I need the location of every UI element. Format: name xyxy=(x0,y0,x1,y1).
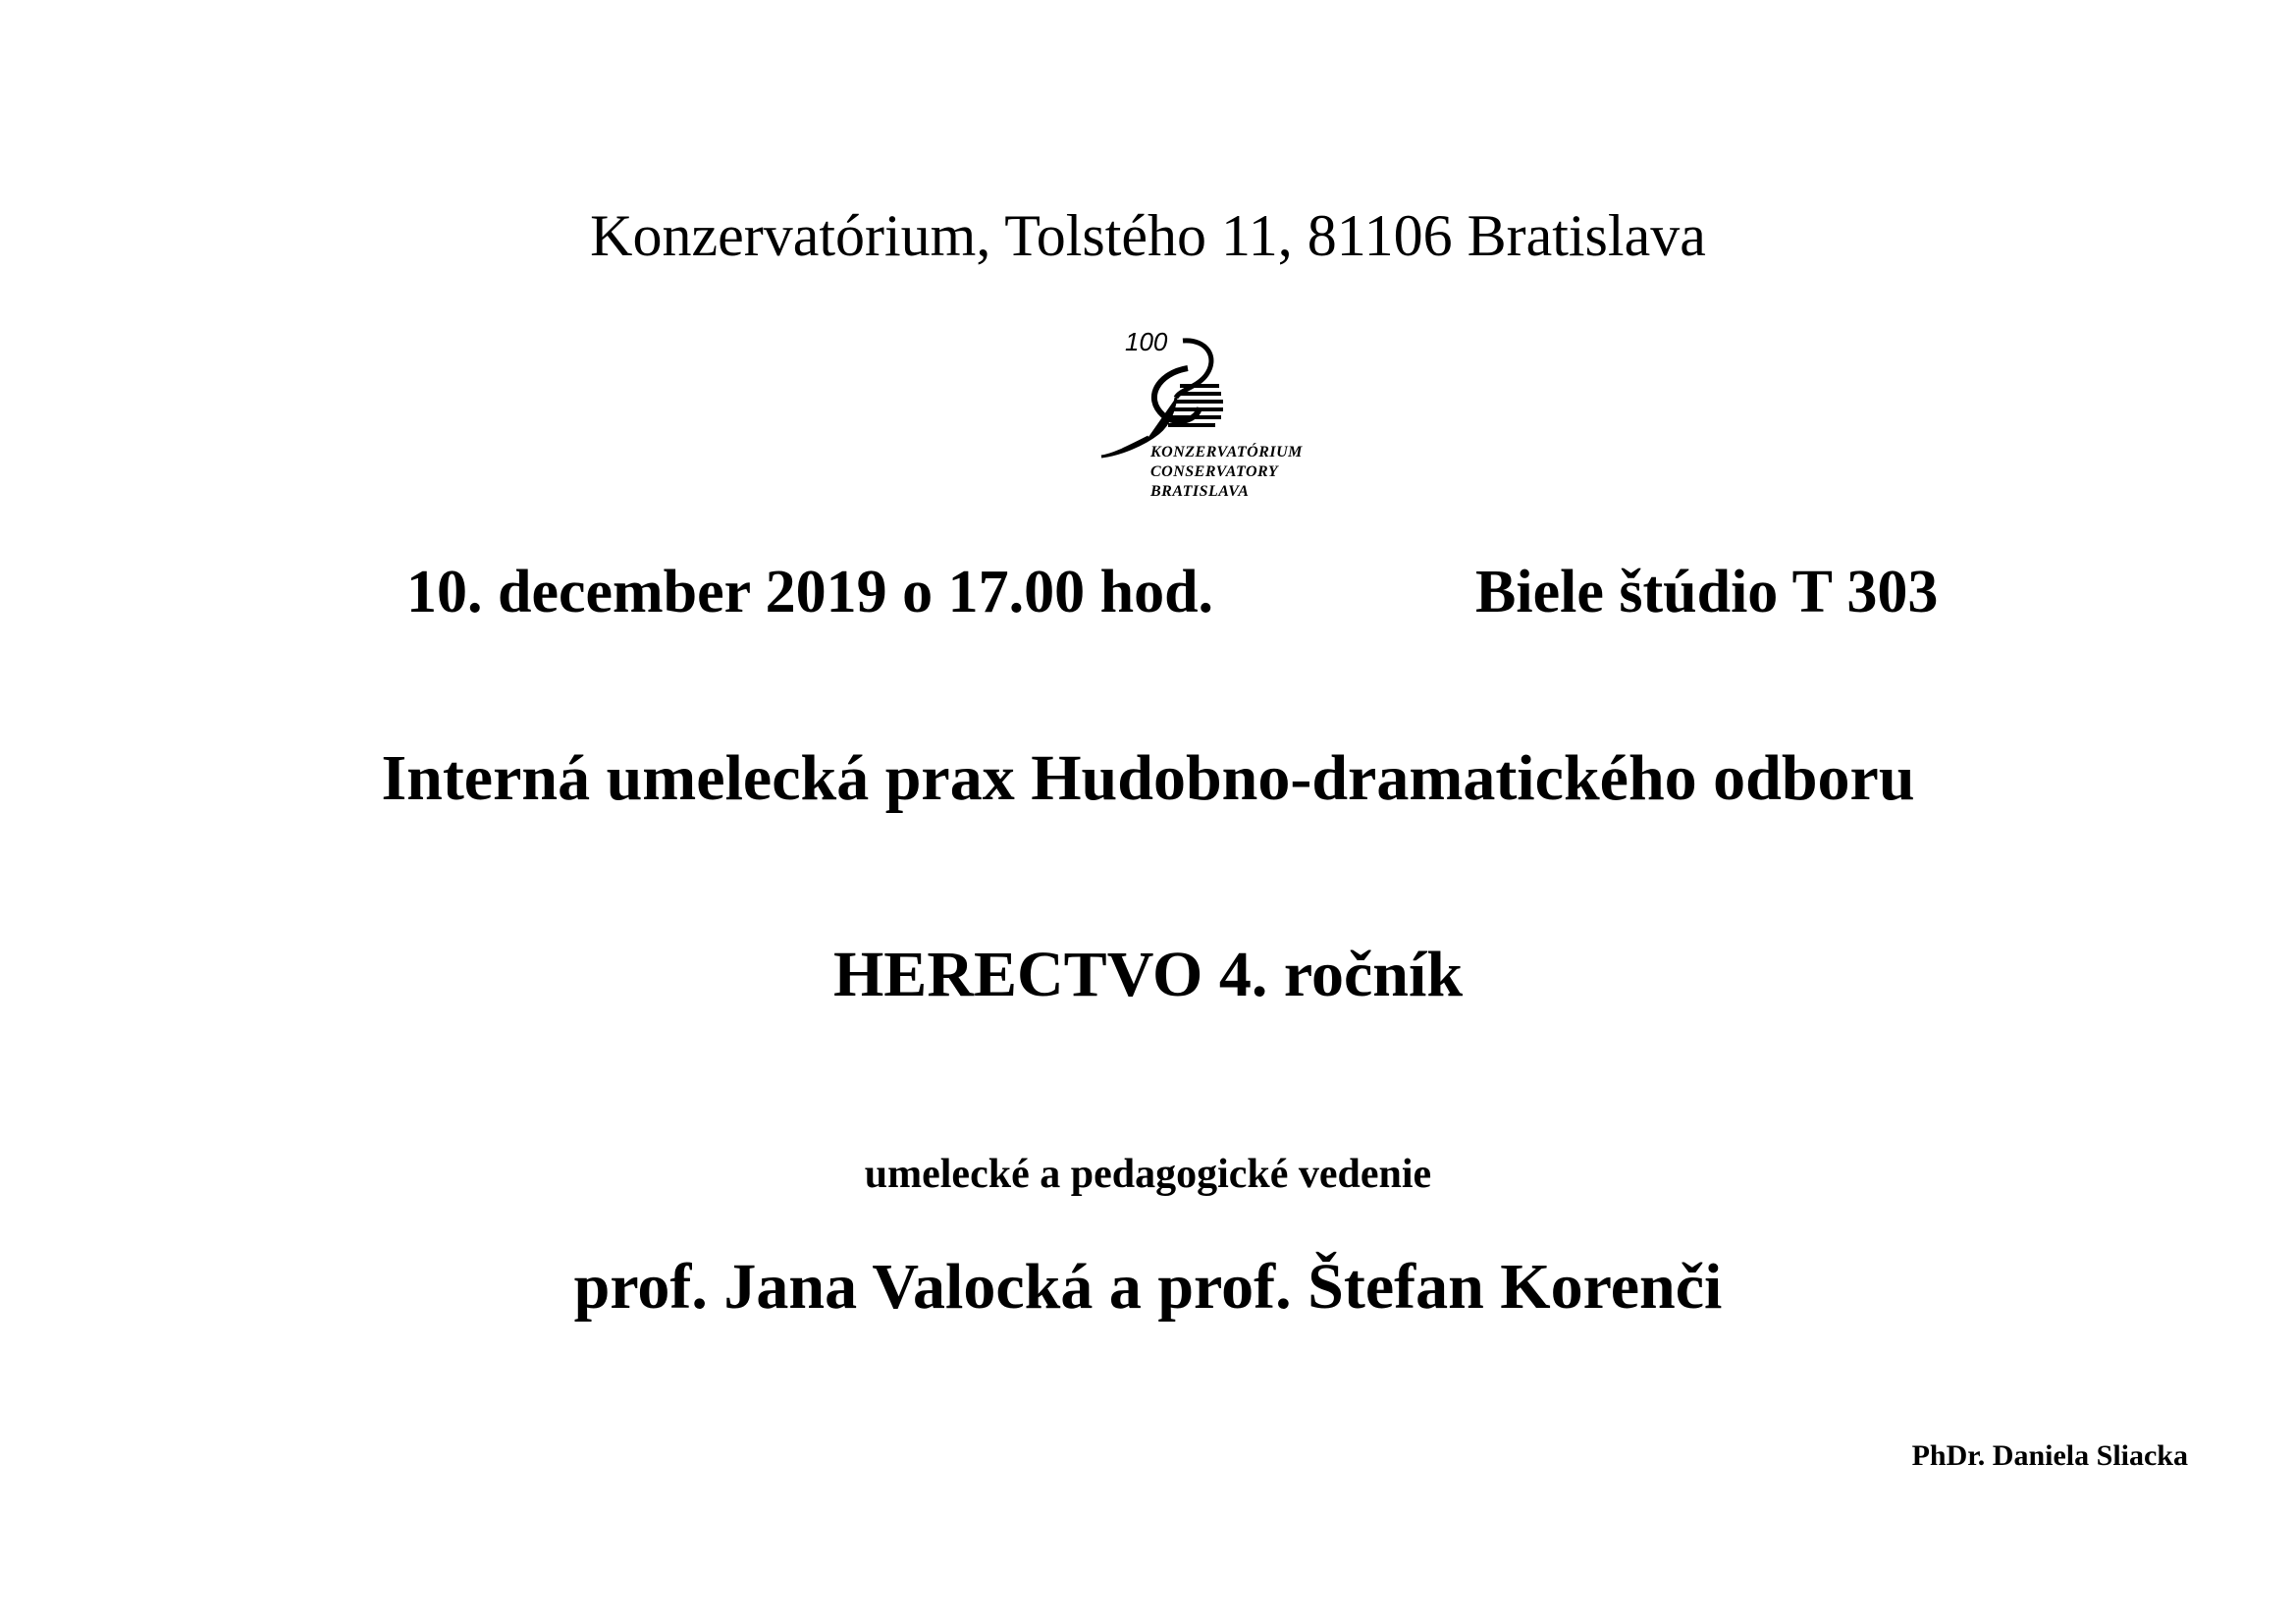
logo-line-3: BRATISLAVA xyxy=(1150,483,1250,500)
leadership-label: umelecké a pedagogické vedenie xyxy=(864,1152,1432,1197)
logo-line-1: KONZERVATÓRIUM xyxy=(1150,444,1303,460)
program-title: Interná umelecká prax Hudobno-dramatického odboru xyxy=(381,742,1915,814)
event-date-time: 10. december 2019 o 17.00 hod. xyxy=(406,559,1214,625)
leaders-names: prof. Jana Valocká a prof. Štefan Korenči xyxy=(573,1251,1723,1323)
signature: PhDr. Daniela Sliacka xyxy=(1911,1439,2188,1472)
logo-number: 100 xyxy=(1125,327,1168,356)
address-heading: Konzervatórium, Tolstého 11, 81106 Bratislava xyxy=(590,203,1706,268)
event-venue: Biele štúdio T 303 xyxy=(1475,559,1939,625)
program-subtitle: HERECTVO 4. ročník xyxy=(832,939,1464,1010)
logo-line-2: CONSERVATORY xyxy=(1150,463,1279,480)
conservatory-logo xyxy=(1090,329,1345,515)
